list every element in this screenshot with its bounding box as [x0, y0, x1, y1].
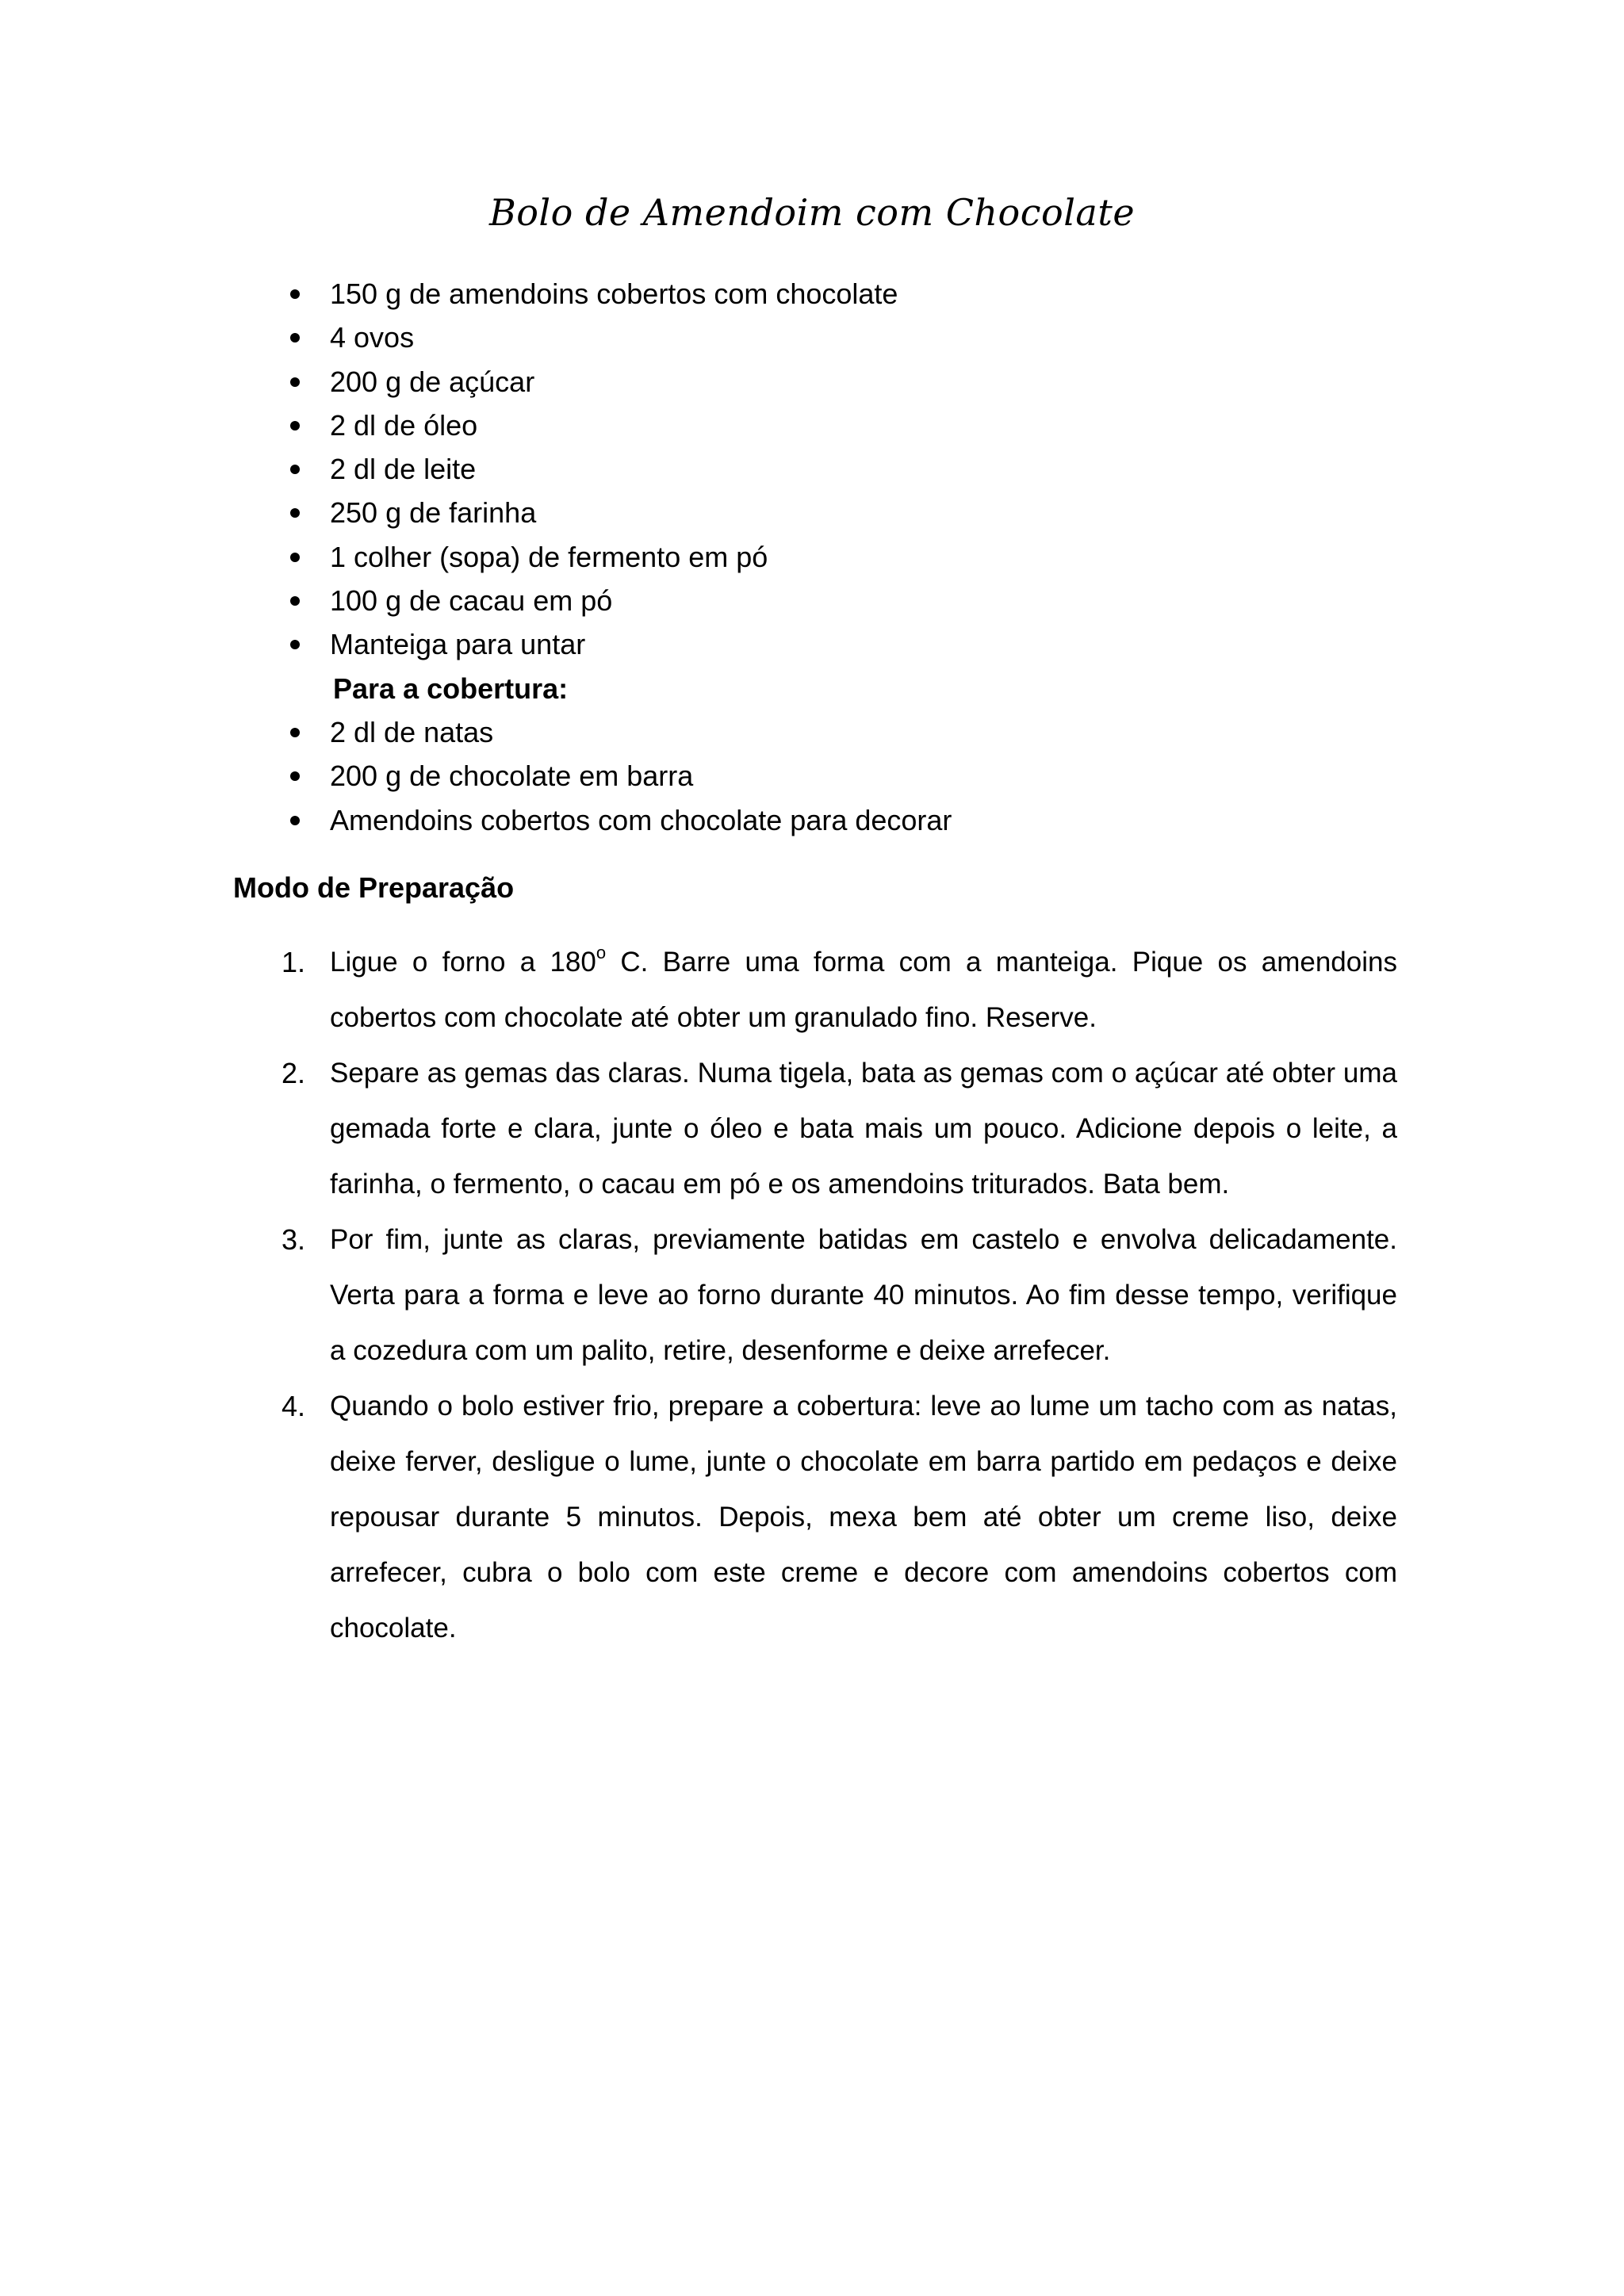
recipe-title: Bolo de Amendoim com Chocolate — [488, 191, 1136, 234]
ingredient-text: 100 g de cacau em pó — [330, 584, 613, 618]
ingredient-item — [0, 535, 1624, 579]
ingredient-text: 250 g de farinha — [330, 496, 537, 530]
ingredient-item — [0, 798, 1624, 842]
step-text: Separe as gemas das claras. Numa tigela, bata as gemas com o açúcar até obter uma gemada forte e clara, junte o óleo e bata mais um pouco. Adicione depois o leite, a farinha, o fermento, o cacau em pó e os amendoins triturados. Bata bem. — [330, 1058, 1397, 1200]
ingredient-item — [0, 316, 1624, 359]
step-number: 4. — [282, 1390, 306, 1422]
ingredient-text: 4 ovos — [330, 321, 415, 354]
ingredient-item — [0, 360, 1624, 404]
ingredient-text: 2 dl de leite — [330, 453, 477, 486]
method-heading: Modo de Preparação — [233, 871, 515, 904]
topping-heading-text: Para a cobertura: — [333, 672, 569, 705]
step-number: 3. — [282, 1223, 306, 1256]
ingredient-item — [0, 447, 1624, 491]
ingredient-item — [0, 272, 1624, 316]
topping-subheading — [0, 667, 1624, 710]
ingredient-text: 200 g de chocolate em barra — [330, 760, 694, 793]
step-text-part: Ligue o forno a 180 — [330, 947, 596, 978]
degree-superscript: o — [596, 943, 607, 962]
method-step — [0, 1379, 1624, 1656]
ingredient-text: 1 colher (sopa) de fermento em pó — [330, 540, 768, 573]
step-text: Quando o bolo estiver frio, prepare a cobertura: leve ao lume um tacho com as natas, deixe ferver, desligue o lume, junte o chocolate em barra partido em pedaços e deixe repousar durante 5 minutos. Depois, mexa bem até obter um creme liso, deixe arrefecer, cubra o bolo com este creme e decore com amendoins cobertos com chocolate. — [330, 1391, 1397, 1644]
ingredient-text: 150 g de amendoins cobertos com chocolate — [330, 277, 898, 310]
ingredient-text: Amendoins cobertos com chocolate para decorar — [330, 803, 952, 836]
step-number: 2. — [282, 1057, 306, 1089]
ingredient-item — [0, 491, 1624, 534]
ingredient-item — [0, 579, 1624, 622]
step-text — [330, 935, 1397, 1046]
ingredient-text: 2 dl de natas — [330, 715, 494, 748]
method-steps-list — [0, 935, 1624, 1656]
ingredient-list — [0, 272, 1624, 842]
step-number: 1. — [282, 946, 306, 978]
ingredient-item — [0, 622, 1624, 666]
step-text: Por fim, junte as claras, previamente batidas em castelo e envolva delicadamente. Verta para a forma e leve ao forno durante 40 minutos. Ao fim desse tempo, verifique a cozedura com um palito, retire, desenforme e deixe arrefecer. — [330, 1224, 1397, 1366]
method-step — [0, 1212, 1624, 1379]
ingredient-item — [0, 710, 1624, 754]
method-step — [0, 935, 1624, 1046]
method-step — [0, 1046, 1624, 1212]
ingredient-text: Manteiga para untar — [330, 628, 586, 661]
ingredient-text: 2 dl de óleo — [330, 408, 478, 442]
ingredient-item — [0, 754, 1624, 798]
ingredient-text: 200 g de açúcar — [330, 365, 535, 398]
step-text-part: C. Barre uma forma com a manteiga. Pique os amendoins cobertos com chocolate até obter um granulado fino. Reserve. — [330, 947, 1397, 1033]
ingredient-item — [0, 404, 1624, 447]
